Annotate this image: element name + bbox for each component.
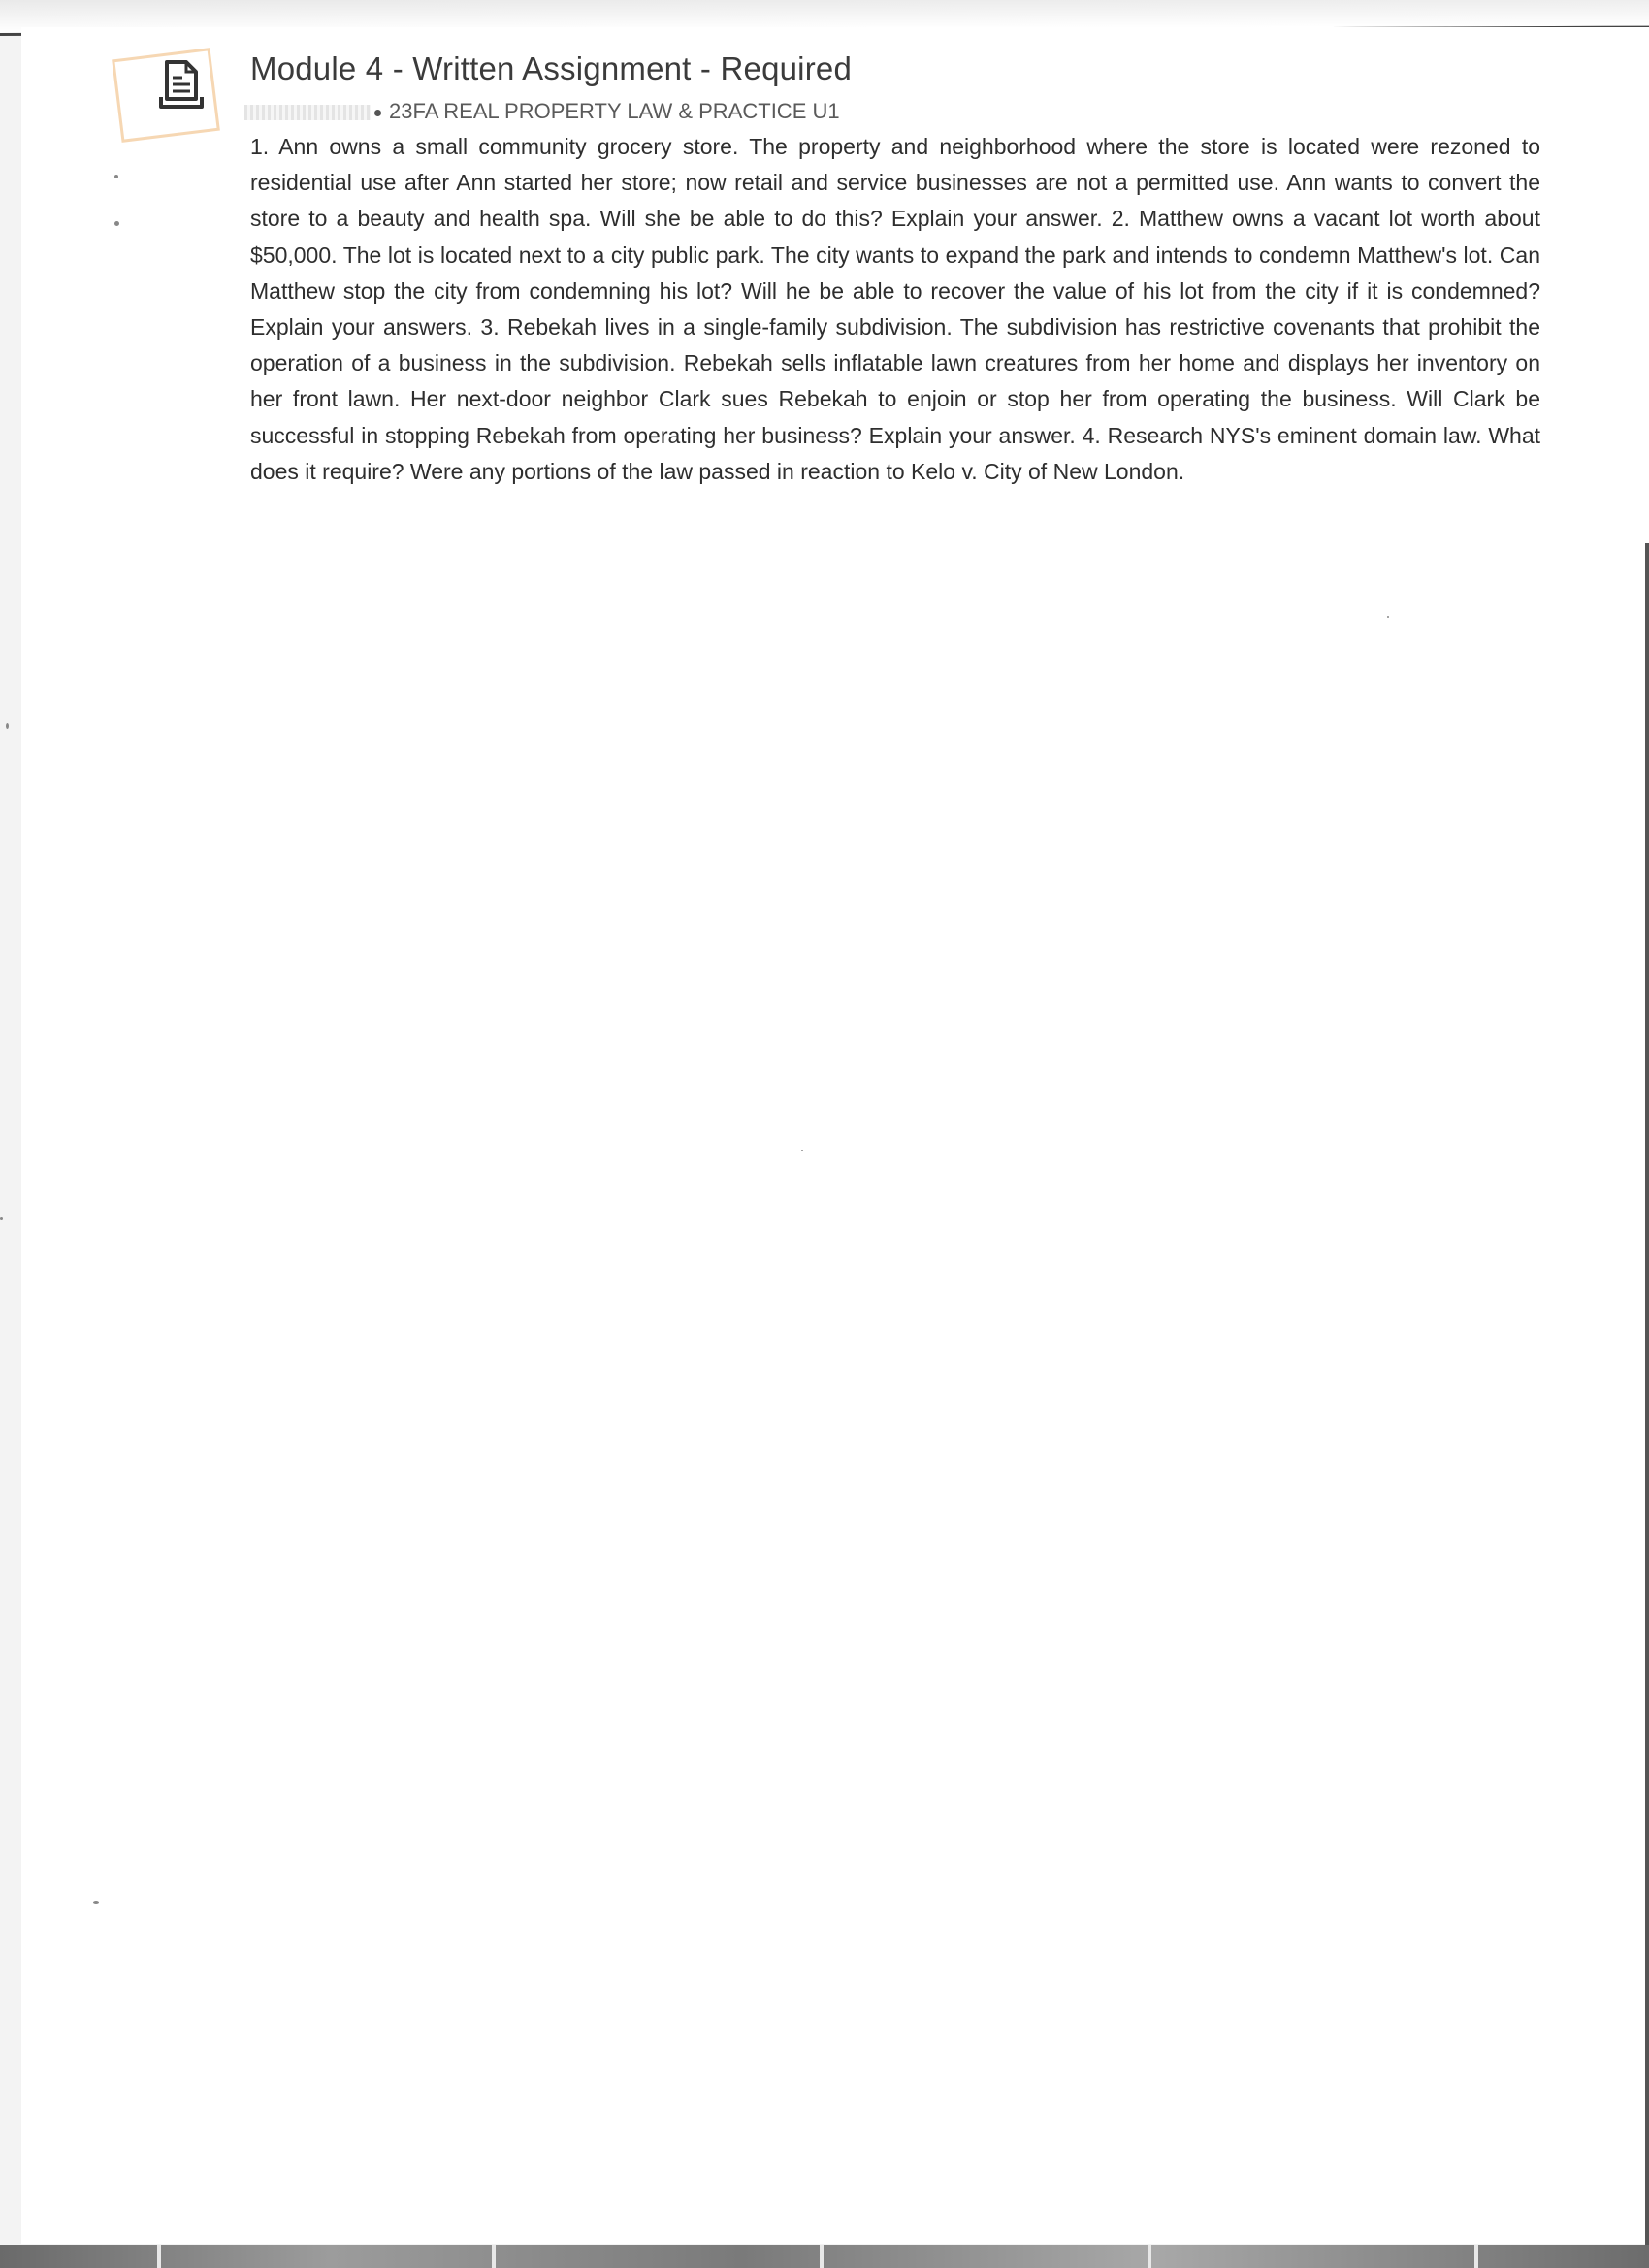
- bar-tick: [157, 2245, 161, 2268]
- bullet-dot: [374, 110, 381, 116]
- assignment-title: Module 4 - Written Assignment - Required: [250, 50, 852, 86]
- redacted-text: [244, 105, 371, 120]
- scan-speck: [114, 221, 119, 226]
- bar-tick: [1148, 2245, 1151, 2268]
- scan-speck: [0, 1217, 3, 1220]
- scan-right-edge: [1645, 543, 1649, 2251]
- scan-speck: [801, 1150, 803, 1151]
- assignment-questions: 1. Ann owns a small community grocery store. The property and neighborhood where the store is located were rezoned to residential use after Ann started her store; now retail and service businesses are not a permitted use. Ann wants to convert the store to a beauty and health spa. Will she be able to do this? Explain your answer. 2. Matthew owns a vacant lot worth about $50,000. The lot is located next to a city public park. The city wants to expand the park and intends to condemn Matthew's lot. Can Matthew stop the city from condemning his lot? Will he be able to recover the value of his lot from the city if it is condemned? Explain your answers. 3. Rebekah lives in a single-family subdivision. The subdivision has restrictive covenants that prohibit the operation of a business in the subdivision. Rebekah sells inflatable lawn creatures from her home and displays her inventory on her front lawn. Her next-door neighbor Clark sues Rebekah to enjoin or stop her from operating the business. Will Clark be successful in stopping Rebekah from operating her business? Explain your answer. 4. Research NYS's eminent domain law. What does it require? Were any portions of the law passed in reaction to Kelo v. City of New London.: [250, 134, 1540, 484]
- assignment-icon-area: [116, 44, 213, 141]
- course-line: [244, 99, 840, 124]
- scan-speck: [114, 175, 118, 178]
- scan-speck: [93, 1901, 99, 1904]
- bar-tick: [1474, 2245, 1478, 2268]
- assignment-document-icon: [157, 58, 206, 113]
- scan-bottom-bar: [0, 2245, 1649, 2268]
- scan-speck: [6, 723, 9, 729]
- scan-speck: [1387, 616, 1389, 618]
- bar-tick: [820, 2245, 824, 2268]
- bar-tick: [492, 2245, 496, 2268]
- course-name: 23FA REAL PROPERTY LAW & PRACTICE U1: [389, 99, 840, 123]
